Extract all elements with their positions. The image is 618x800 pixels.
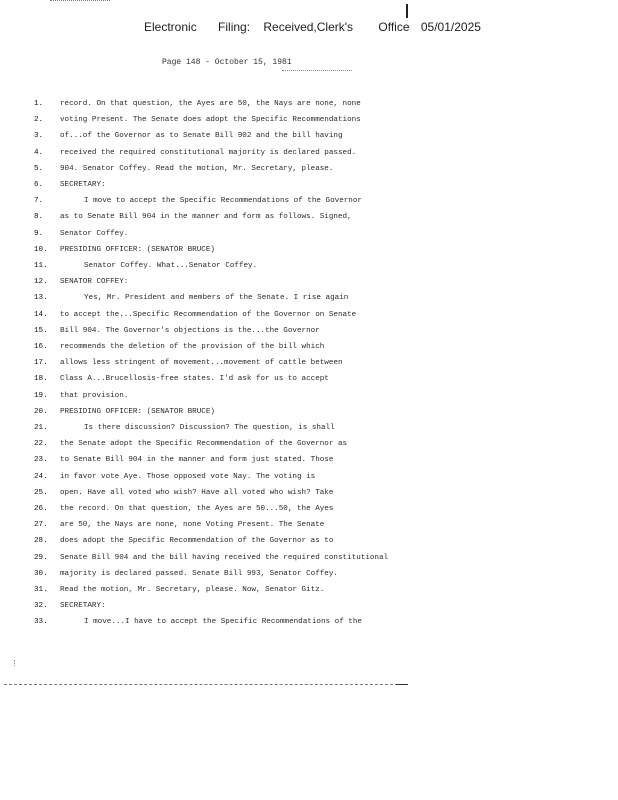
- line-number: 32.: [34, 602, 48, 611]
- transcript-line: [0, 96, 618, 112]
- line-text: Senate Bill 904 and the bill having received the required constitutional: [60, 553, 389, 562]
- line-number: 8.: [34, 213, 44, 222]
- stamp-word-office: Office: [378, 20, 410, 34]
- page-bottom-rule: [4, 684, 408, 687]
- transcript-line: [0, 112, 618, 128]
- transcript-line: [0, 517, 618, 533]
- line-text: allows less stringent of movement...movement of cattle between: [60, 359, 343, 368]
- transcript-line: [0, 452, 618, 468]
- page-header: Page 148 - October 15, 1981: [162, 58, 292, 67]
- line-number: 1.: [34, 100, 44, 108]
- line-text: I move...I have to accept the Specific Recommendations of the: [84, 618, 362, 627]
- stamp-date: 05/01/2025: [420, 20, 481, 34]
- transcript-line: [0, 582, 618, 598]
- transcript-line: [0, 436, 618, 452]
- line-number: 24.: [34, 472, 48, 481]
- line-number: 21.: [34, 424, 48, 432]
- transcript-line: [0, 258, 618, 274]
- line-number: 6.: [34, 181, 44, 189]
- transcript-line: [0, 323, 618, 339]
- transcript-line: [0, 128, 618, 144]
- line-number: 15.: [34, 326, 48, 335]
- line-text: PRESIDING OFFICER: (SENATOR BRUCE): [60, 407, 215, 416]
- transcript-line: [0, 388, 618, 404]
- line-number: 25.: [34, 488, 48, 497]
- line-number: 2.: [34, 116, 44, 125]
- line-number: 30.: [34, 569, 48, 578]
- line-number: 13.: [34, 294, 48, 303]
- scan-artifact-left: [14, 660, 21, 666]
- line-text: open. Have all voted who wish? Have all voted who wish? Take: [60, 488, 334, 497]
- line-text: Yes, Mr. President and members of the Senate. I rise again: [84, 294, 349, 303]
- line-number: 7.: [34, 197, 44, 206]
- line-text: in favor vote Aye. Those opposed vote Nay. The voting is: [60, 472, 316, 481]
- line-number: 16.: [34, 343, 48, 351]
- page-bottom-tick: [396, 684, 408, 685]
- line-text: does adopt the Specific Recommendation of the Governor as to: [60, 537, 334, 546]
- line-number: 19.: [34, 391, 48, 400]
- line-text: Class A...Brucellosis-free states. I'd ask for us to accept: [60, 375, 329, 384]
- transcript-line: [0, 161, 618, 177]
- stamp-mark: [406, 4, 408, 18]
- line-number: 5.: [34, 164, 44, 173]
- line-number: 18.: [34, 375, 48, 384]
- line-text: recommends the deletion of the provision of the bill which: [60, 343, 325, 351]
- line-number: 33.: [34, 618, 48, 627]
- stamp-word-filing: Filing:: [218, 20, 251, 34]
- transcript-line: [0, 209, 618, 225]
- line-text: Senator Coffey.: [60, 229, 129, 238]
- line-number: 27.: [34, 521, 48, 530]
- stamp-word-received: Received,Clerk's: [263, 20, 354, 34]
- line-text: Read the motion, Mr. Secretary, please. Now, Senator Gitz.: [60, 586, 325, 594]
- line-number: 11.: [34, 262, 48, 270]
- line-number: 12.: [34, 278, 48, 287]
- header-underline: [282, 70, 352, 72]
- line-text: Bill 904. The Governor's objections is the...the Governor: [60, 326, 320, 335]
- line-text: SECRETARY:: [60, 602, 106, 611]
- transcript-line: [0, 485, 618, 501]
- line-number: 26.: [34, 505, 48, 513]
- transcript-line: [0, 550, 618, 566]
- transcript-line: [0, 404, 618, 420]
- line-number: 17.: [34, 359, 48, 368]
- transcript-line: [0, 469, 618, 485]
- line-text: Is there discussion? Discussion? The question, is shall: [84, 424, 335, 432]
- line-text: that provision.: [60, 391, 129, 400]
- transcript-line: [0, 145, 618, 161]
- line-text: Senator Coffey. What...Senator Coffey.: [84, 262, 258, 270]
- transcript-line: [0, 566, 618, 582]
- line-text: of...of the Governor as to Senate Bill 902 and the bill having: [60, 132, 343, 141]
- line-number: 14.: [34, 310, 48, 319]
- transcript-line: [0, 226, 618, 242]
- line-text: received the required constitutional majority is declared passed.: [60, 148, 357, 157]
- transcript-line: [0, 307, 618, 323]
- line-text: PRESIDING OFFICER: (SENATOR BRUCE): [60, 245, 215, 254]
- transcript-line: [0, 290, 618, 306]
- transcript-line: [0, 533, 618, 549]
- line-text: majority is declared passed. Senate Bill 993, Senator Coffey.: [60, 569, 338, 578]
- line-text: SENATOR COFFEY:: [60, 278, 129, 287]
- stamp-word-electronic: Electronic: [144, 20, 197, 34]
- line-text: as to Senate Bill 904 in the manner and form as follows. Signed,: [60, 213, 352, 222]
- line-number: 20.: [34, 407, 48, 416]
- line-text: SECRETARY:: [60, 181, 106, 189]
- line-number: 4.: [34, 148, 44, 157]
- line-number: 23.: [34, 456, 48, 465]
- line-number: 22.: [34, 440, 48, 449]
- line-text: record. On that question, the Ayes are 50, the Nays are none, none: [60, 100, 361, 108]
- scan-artifact-top: [50, 0, 110, 3]
- transcript-line: [0, 420, 618, 436]
- line-text: voting Present. The Senate does adopt the Specific Recommendations: [60, 116, 361, 125]
- transcript-line: [0, 242, 618, 258]
- transcript-line: [0, 274, 618, 290]
- line-text: 904. Senator Coffey. Read the motion, Mr. Secretary, please.: [60, 164, 334, 173]
- line-text: are 50, the Nays are none, none Voting Present. The Senate: [60, 521, 325, 530]
- transcript-line: [0, 598, 618, 614]
- transcript-line: [0, 501, 618, 517]
- line-number: 9.: [34, 229, 44, 238]
- line-number: 10.: [34, 245, 48, 254]
- transcript-line: [0, 339, 618, 355]
- line-text: the record. On that question, the Ayes are 50...50, the Ayes: [60, 505, 334, 513]
- transcript-line: [0, 614, 618, 630]
- line-text: I move to accept the Specific Recommendations of the Governor: [84, 197, 362, 206]
- line-number: 28.: [34, 537, 48, 546]
- transcript-line: [0, 177, 618, 193]
- line-number: 3.: [34, 132, 44, 141]
- transcript-line: [0, 193, 618, 209]
- line-text: to Senate Bill 904 in the manner and form just stated. Those: [60, 456, 334, 465]
- line-text: to accept the...Specific Recommendation of the Governor on Senate: [60, 310, 357, 319]
- line-number: 31.: [34, 586, 48, 594]
- transcript-line: [0, 371, 618, 387]
- line-text: the Senate adopt the Specific Recommendation of the Governor as: [60, 440, 348, 449]
- filing-stamp: [144, 20, 481, 34]
- line-number: 29.: [34, 553, 48, 562]
- transcript-line: [0, 355, 618, 371]
